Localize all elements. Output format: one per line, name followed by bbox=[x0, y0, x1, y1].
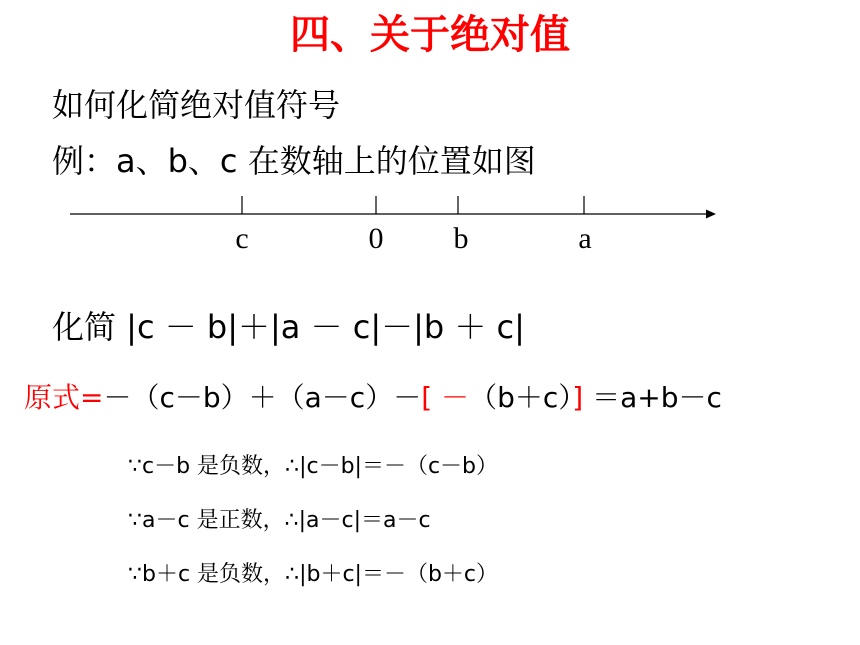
label-a: a bbox=[578, 222, 592, 255]
label-c: c bbox=[235, 222, 249, 255]
reason-text: b＋c 是负数， bbox=[142, 562, 286, 587]
because-symbol: ∵ bbox=[128, 454, 142, 479]
solution-prefix: 原式= bbox=[24, 381, 104, 414]
reason-text: c－b 是负数， bbox=[142, 454, 286, 479]
slide-title: 四、关于绝对值 bbox=[290, 12, 570, 58]
number-line bbox=[0, 180, 860, 260]
reason-line bbox=[128, 504, 431, 538]
solution-line bbox=[24, 378, 722, 418]
reason-line bbox=[128, 450, 498, 484]
bracket-open: [ bbox=[421, 381, 433, 414]
axis-arrow-icon bbox=[706, 210, 716, 219]
reason-line bbox=[128, 558, 498, 592]
bracket-close: ] bbox=[572, 381, 584, 414]
because-symbol: ∵ bbox=[128, 562, 142, 587]
problem-statement: 化简 |c － b|＋|a － c|－|b ＋ c| bbox=[52, 308, 525, 346]
label-0: 0 bbox=[368, 222, 384, 255]
label-b: b bbox=[453, 222, 469, 255]
therefore-symbol: ∴ bbox=[285, 562, 300, 587]
because-symbol: ∵ bbox=[128, 508, 142, 533]
reason-conclusion: |a－c|＝a－c bbox=[298, 508, 431, 533]
solution-part1: －（c－b）＋（a－c）－ bbox=[103, 381, 422, 414]
reason-text: a－c 是正数， bbox=[142, 508, 285, 533]
therefore-symbol: ∴ bbox=[284, 508, 299, 533]
reason-conclusion: |c－b|＝－（c－b） bbox=[299, 454, 499, 479]
example-statement: 例：a、b、c 在数轴上的位置如图 bbox=[52, 142, 536, 180]
solution-result: ＝a+b－c bbox=[592, 381, 722, 414]
therefore-symbol: ∴ bbox=[285, 454, 300, 479]
bracket-minus: － bbox=[441, 381, 470, 414]
solution-part2: （b＋c） bbox=[469, 381, 573, 414]
subtitle: 如何化简绝对值符号 bbox=[52, 86, 341, 124]
reason-conclusion: |b＋c|＝－（b＋c） bbox=[299, 562, 499, 587]
